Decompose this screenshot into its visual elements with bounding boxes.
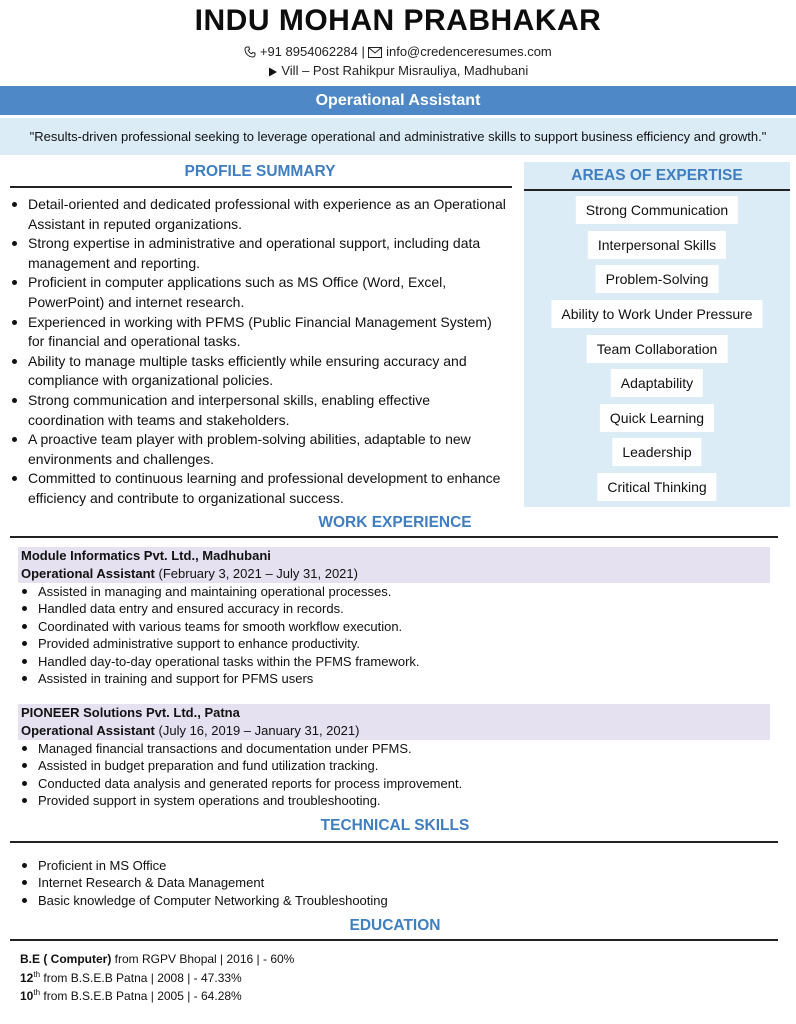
address-text: Vill – Post Rahikpur Misrauliya, Madhubani (281, 63, 529, 78)
job-header (18, 547, 770, 583)
profile-summary-list (10, 195, 510, 509)
list-item: Ability to manage multiple tasks efficiently while ensuring accuracy and compliance with organizational policies. (10, 352, 510, 391)
list-item: Strong expertise in administrative and operational support, including data management and reporting. (10, 234, 510, 273)
ordinal-suffix: th (33, 988, 41, 997)
education-degree: 10 (20, 989, 34, 1003)
expertise-chip: Problem-Solving (596, 265, 719, 293)
list-item: Assisted in training and support for PFMS users (20, 670, 760, 687)
contact-line (0, 44, 796, 59)
list-item: Strong communication and interpersonal skills, enabling effective coordination with teams and stakeholders. (10, 391, 510, 430)
job-role: Operational Assistant (21, 566, 155, 581)
expertise-panel (524, 162, 790, 507)
job-header (18, 704, 770, 740)
ordinal-suffix: th (33, 970, 41, 979)
education-degree: 12 (20, 971, 34, 985)
job-role: Operational Assistant (21, 723, 155, 738)
job-duties-list (20, 583, 760, 687)
education-entry (20, 952, 294, 966)
envelope-icon (368, 44, 386, 59)
education-heading: EDUCATION (349, 917, 441, 934)
list-item: A proactive team player with problem-solving abilities, adaptable to new environments and challenges. (10, 430, 510, 469)
education-degree: B.E ( Computer) (20, 952, 112, 966)
technical-divider (10, 841, 778, 843)
expertise-chip: Adaptability (611, 369, 703, 397)
technical-skills-list (20, 857, 760, 909)
job-dates: (July 16, 2019 – January 31, 2021) (158, 723, 360, 738)
job-dates: (February 3, 2021 – July 31, 2021) (158, 566, 358, 581)
candidate-name: INDU MOHAN PRABHAKAR (194, 4, 602, 37)
education-details: from B.S.E.B Patna | 2005 | - 64.28% (40, 989, 242, 1003)
phone-icon (244, 44, 260, 59)
education-details: from B.S.E.B Patna | 2008 | - 47.33% (40, 971, 242, 985)
list-item: Provided support in system operations and troubleshooting. (20, 792, 760, 809)
education-divider (10, 939, 778, 941)
list-item: Proficient in computer applications such as MS Office (Word, Excel, PowerPoint) and internet research. (10, 273, 510, 312)
list-item: Experienced in working with PFMS (Public Financial Management System) for financial and operational tasks. (10, 313, 510, 352)
arrow-right-icon (268, 63, 282, 78)
tagline: "Results-driven professional seeking to leverage operational and administrative skills to support business efficiency and growth." (0, 118, 796, 155)
contact-separator: | (361, 44, 365, 59)
expertise-chip: Team Collaboration (587, 335, 728, 363)
education-details: from RGPV Bhopal | 2016 | - 60% (111, 952, 295, 966)
list-item: Proficient in MS Office (20, 857, 760, 874)
list-item: Handled day-to-day operational tasks within the PFMS framework. (20, 653, 760, 670)
expertise-chip: Leadership (612, 438, 701, 466)
job-role-line (21, 723, 359, 738)
expertise-chip: Interpersonal Skills (588, 231, 726, 259)
phone-number[interactable]: +91 8954062284 (259, 44, 358, 59)
job-duties-list (20, 740, 760, 810)
technical-skills-heading: TECHNICAL SKILLS (320, 817, 470, 834)
profile-summary-heading: PROFILE SUMMARY (184, 163, 336, 180)
expertise-chip: Ability to Work Under Pressure (551, 300, 762, 328)
education-entry (20, 988, 242, 1003)
work-divider (10, 536, 778, 538)
company-name: Module Informatics Pvt. Ltd., Madhubani (21, 548, 271, 563)
expertise-chip: Strong Communication (576, 196, 738, 224)
expertise-heading: AREAS OF EXPERTISE (524, 162, 790, 191)
job-title-banner: Operational Assistant (0, 86, 796, 115)
profile-divider (10, 186, 512, 188)
list-item: Conducted data analysis and generated reports for process improvement. (20, 775, 760, 792)
education-entry (20, 970, 242, 985)
list-item: Coordinated with various teams for smooth workflow execution. (20, 618, 760, 635)
list-item: Assisted in managing and maintaining operational processes. (20, 583, 760, 600)
work-experience-heading: WORK EXPERIENCE (318, 514, 472, 531)
job-role-line (21, 566, 358, 581)
expertise-chip: Quick Learning (600, 404, 714, 432)
list-item: Committed to continuous learning and professional development to enhance efficiency and contribute to organizational success. (10, 469, 510, 508)
expertise-chip: Critical Thinking (597, 473, 716, 501)
list-item: Provided administrative support to enhance productivity. (20, 635, 760, 652)
list-item: Assisted in budget preparation and fund utilization tracking. (20, 757, 760, 774)
company-name: PIONEER Solutions Pvt. Ltd., Patna (21, 705, 240, 720)
list-item: Internet Research & Data Management (20, 874, 760, 891)
address-line (0, 63, 796, 78)
list-item: Detail-oriented and dedicated professional with experience as an Operational Assistant in reputed organizations. (10, 195, 510, 234)
list-item: Basic knowledge of Computer Networking & Troubleshooting (20, 892, 760, 909)
email-link[interactable]: info@credenceresumes.com (386, 44, 552, 59)
list-item: Managed financial transactions and documentation under PFMS. (20, 740, 760, 757)
list-item: Handled data entry and ensured accuracy in records. (20, 600, 760, 617)
